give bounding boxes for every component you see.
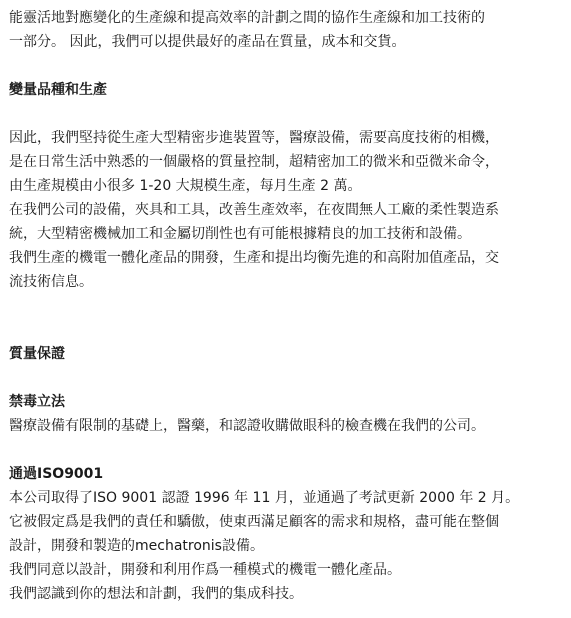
- text-line: 它被假定爲是我們的責任和驕傲，使東西滿足顧客的需求和規格，盡可能在整個: [9, 514, 499, 530]
- spacer: [9, 438, 565, 462]
- variety-paragraph: [9, 126, 565, 294]
- text-line: 在我們公司的設備，夾具和工具，改善生產效率，在夜間無人工廠的柔性製造系: [9, 202, 499, 218]
- section-heading-variety: 變量品種和生產: [9, 82, 107, 98]
- section-heading-quality: 質量保證: [9, 346, 65, 362]
- text-line: 一部分。 因此，我們可以提供最好的產品在質量，成本和交貨。: [9, 34, 406, 50]
- text-line: 流技術信息。: [9, 274, 93, 290]
- ban-paragraph: [9, 414, 565, 438]
- spacer: [9, 366, 565, 390]
- text-line: 由生產規模由小很多 1-20 大規模生產，每月生產 2 萬。: [9, 178, 362, 194]
- text-line: 我們同意以設計，開發和利用作爲一種模式的機電一體化產品。: [9, 562, 401, 578]
- text-line: 因此，我們堅持從生產大型精密步進裝置等，醫療設備，需要高度技術的相機，: [9, 130, 499, 146]
- spacer: [9, 102, 565, 126]
- text-line: 能靈活地對應變化的生產線和提高效率的計劃之間的協作生產線和加工技術的: [9, 10, 485, 26]
- document-body: [9, 6, 565, 606]
- text-line: 是在日常生活中熟悉的一個嚴格的質量控制，超精密加工的微米和亞微米命令，: [9, 154, 499, 170]
- intro-paragraph: [9, 6, 565, 54]
- text-line: 我們認識到你的想法和計劃，我們的集成科技。: [9, 586, 303, 602]
- text-line: 統，大型精密機械加工和金屬切削性也有可能根據精良的加工技術和設備。: [9, 226, 471, 242]
- spacer: [9, 54, 565, 78]
- subsection-heading-ban: 禁毒立法: [9, 394, 65, 410]
- spacer: [9, 294, 565, 342]
- text-line: 我們生產的機電一體化產品的開發，生產和提出均衡先進的和高附加值產品，交: [9, 250, 499, 266]
- text-line: 醫療設備有限制的基礎上，醫藥，和認證收購做眼科的檢查機在我們的公司。: [9, 418, 485, 434]
- text-line: 設計，開發和製造的mechatronis設備。: [9, 538, 264, 554]
- subsection-heading-iso: 通過ISO9001: [9, 466, 104, 482]
- iso-paragraph: [9, 486, 565, 606]
- text-line: 本公司取得了ISO 9001 認證 1996 年 11 月，並通過了考試更新 2000 年 2 月。: [9, 490, 520, 506]
